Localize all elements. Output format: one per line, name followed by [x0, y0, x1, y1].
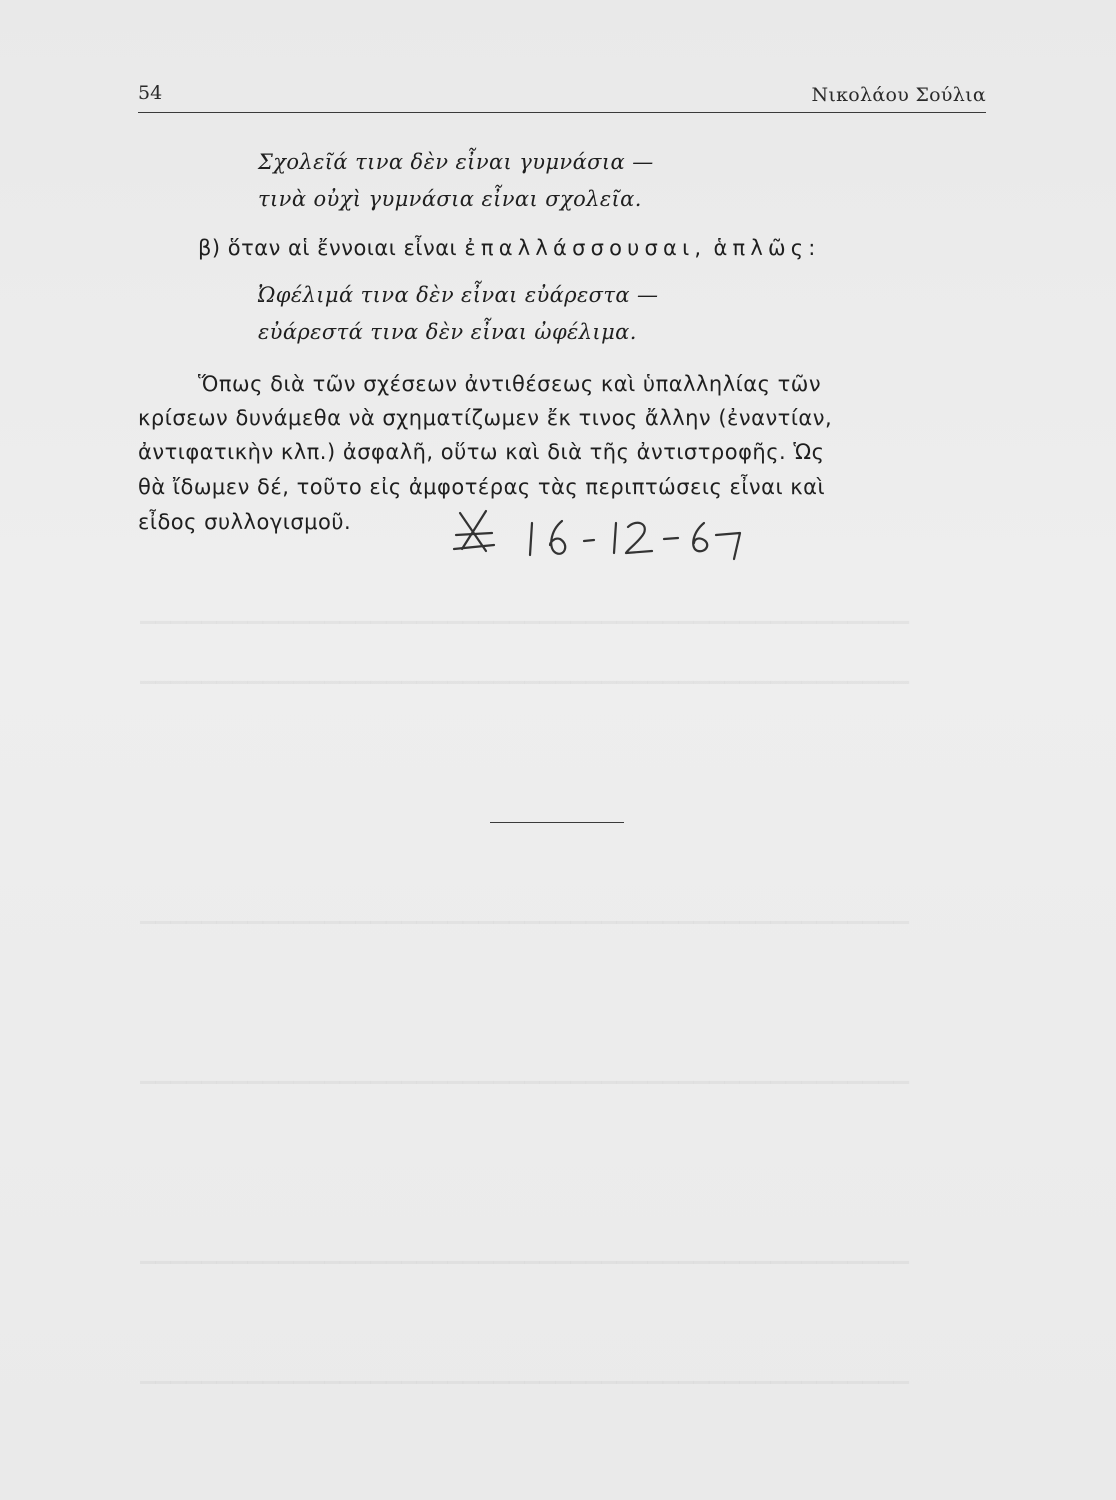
- bleed-through-texture: [140, 1360, 1016, 1384]
- example-1-line-2: τινὰ οὐχὶ γυμνάσια εἶναι σχολεῖα.: [258, 187, 642, 211]
- bleed-through-texture: [140, 660, 1016, 684]
- paragraph-line-2: κρίσεων δυνάμεθα νὰ σχηματίζωμεν ἔκ τινος ἄλλην (ἐναντίαν,: [138, 406, 833, 430]
- page-number: 54: [138, 82, 163, 104]
- bleed-through-texture: [140, 600, 1016, 624]
- case-b-line: [198, 236, 821, 260]
- header-divider: [138, 112, 986, 113]
- paragraph-line-1: Ὅπως διὰ τῶν σχέσεων ἀντιθέσεως καὶ ὑπαλληλίας τῶν: [198, 372, 822, 396]
- case-b-emphasis: ἐπαλλάσσουσαι,: [464, 236, 707, 260]
- section-end-divider: [490, 822, 624, 823]
- running-header-author: Νικολάου Σούλια: [811, 84, 986, 106]
- bleed-through-texture: [140, 1240, 1016, 1264]
- paragraph-line-3: ἀντιφατικὴν κλπ.) ἀσφαλῆ, οὕτω καὶ διὰ τῆς ἀντιστροφῆς. Ὡς: [138, 440, 825, 464]
- bleed-through-texture: [140, 900, 1016, 924]
- paragraph-line-4: θὰ ἴδωμεν δέ, τοῦτο εἰς ἀμφοτέρας τὰς περιπτώσεις εἶναι καὶ: [138, 475, 826, 499]
- example-1-line-1: Σχολεῖά τινα δὲν εἶναι γυμνάσια —: [258, 150, 654, 174]
- example-2-line-1: Ὠφέλιμά τινα δὲν εἶναι εὐάρεστα —: [258, 283, 659, 307]
- bleed-through-texture: [140, 1060, 1016, 1084]
- example-2-line-2: εὐάρεστά τινα δὲν εἶναι ὠφέλιμα.: [258, 320, 637, 344]
- case-b-suffix: ἁπλῶς:: [713, 236, 821, 260]
- handwritten-date-annotation: [450, 505, 770, 565]
- paragraph-line-5: εἶδος συλλογισμοῦ.: [138, 510, 352, 534]
- case-b-prefix: β) ὅταν αἱ ἔννοιαι εἶναι: [198, 236, 458, 260]
